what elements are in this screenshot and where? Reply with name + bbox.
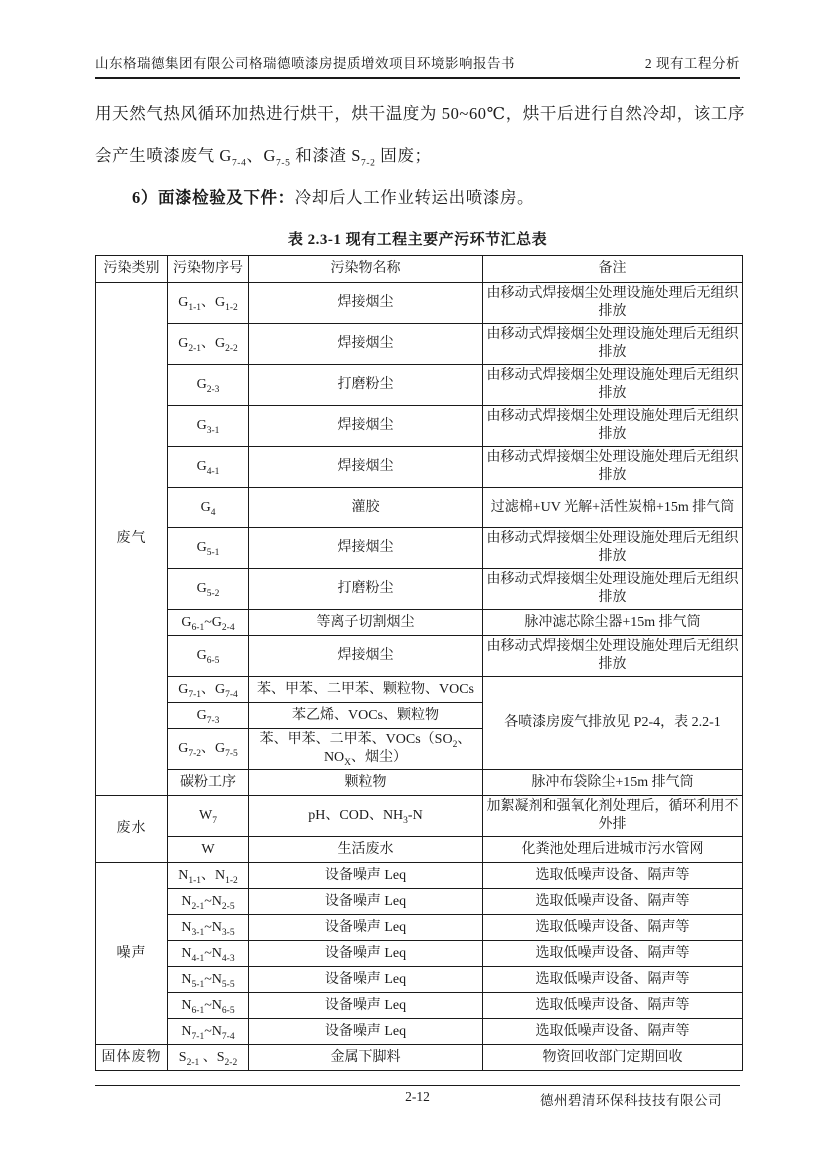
pollutant-id-cell: $G_{5-2}$	[168, 569, 249, 610]
table-row	[96, 1019, 743, 1045]
remark-cell: 过滤棉+UV 光解+活性炭棉+15m 排气筒	[483, 488, 743, 528]
category-cell: 噪声	[96, 863, 168, 1045]
pollutant-name-cell: 焊接烟尘	[249, 283, 483, 324]
table-header-row	[96, 256, 743, 283]
pollutant-name-cell: 焊接烟尘	[249, 447, 483, 488]
pollutant-name-cell: 焊接烟尘	[249, 406, 483, 447]
remark-cell: 选取低噪声设备、隔声等	[483, 967, 743, 993]
report-title: 山东格瑞德集团有限公司格瑞德喷漆房提质增效项目环境影响报告书	[95, 56, 515, 71]
table-row	[96, 610, 743, 636]
pollutant-id-cell: $G_{3-1}$	[168, 406, 249, 447]
remark-cell: 由移动式焊接烟尘处理设施处理后无组织排放	[483, 365, 743, 406]
pollutant-name-cell: 设备噪声 Leq	[249, 889, 483, 915]
table-row	[96, 283, 743, 324]
table-row	[96, 569, 743, 610]
pollutant-id-cell: $N_{1-1}$、$N_{1-2}$	[168, 863, 249, 889]
pollutant-name-cell: 打磨粉尘	[249, 365, 483, 406]
column-header-id: 污染物序号	[168, 256, 249, 283]
company-name: 德州碧清环保科技技有限公司	[540, 1093, 722, 1108]
paragraph-line: 会产生喷漆废气 $G_{7-4}$、$G_{7-5}$ 和漆渣 $S_{7-2}$ 固废；	[95, 146, 432, 169]
table-row	[96, 528, 743, 569]
pollution-table-body	[96, 283, 743, 1071]
page-header	[95, 0, 740, 79]
table-row	[96, 324, 743, 365]
category-cell: 废水	[96, 796, 168, 863]
page-footer	[95, 1085, 740, 1110]
pollutant-name-cell: 焊接烟尘	[249, 528, 483, 569]
pollution-summary-table	[95, 255, 743, 1071]
pollutant-id-cell: $G_{2-1}$、$G_{2-2}$	[168, 324, 249, 365]
pollutant-id-cell: $S_{2-1}$ 、$S_{2-2}$	[168, 1045, 249, 1071]
table-row	[96, 863, 743, 889]
pollutant-id-cell: W	[168, 837, 249, 863]
pollutant-name-cell: 金属下脚料	[249, 1045, 483, 1071]
table-header	[96, 256, 743, 283]
pollutant-id-cell: $W_7$	[168, 796, 249, 837]
pollutant-name-cell: pH、COD、$NH_3-N$	[249, 796, 483, 837]
table-row	[96, 770, 743, 796]
pollutant-name-cell: 设备噪声 Leq	[249, 941, 483, 967]
pollutant-id-cell: $G_4$	[168, 488, 249, 528]
pollutant-id-cell: $N_{3-1}\sim N_{3-5}$	[168, 915, 249, 941]
table-row	[96, 447, 743, 488]
remark-cell: 选取低噪声设备、隔声等	[483, 915, 743, 941]
page-number: 2-12	[405, 1089, 430, 1104]
chapter-label: 2 现有工程分析	[644, 56, 740, 71]
remark-cell: 脉冲滤芯除尘器+15m 排气筒	[483, 610, 743, 636]
pollutant-id-cell: $G_{2-3}$	[168, 365, 249, 406]
remark-cell: 脉冲布袋除尘+15m 排气筒	[483, 770, 743, 796]
pollutant-name-cell: 设备噪声 Leq	[249, 967, 483, 993]
remark-cell: 选取低噪声设备、隔声等	[483, 1019, 743, 1045]
category-cell: 固体废物	[96, 1045, 168, 1071]
table-row	[96, 406, 743, 447]
remark-cell: 由移动式焊接烟尘处理设施处理后无组织排放	[483, 406, 743, 447]
remark-cell: 由移动式焊接烟尘处理设施处理后无组织排放	[483, 636, 743, 677]
column-header-name: 污染物名称	[249, 256, 483, 283]
remark-cell: 由移动式焊接烟尘处理设施处理后无组织排放	[483, 528, 743, 569]
table-row	[96, 796, 743, 837]
pollutant-name-cell: 生活废水	[249, 837, 483, 863]
remark-cell: 选取低噪声设备、隔声等	[483, 863, 743, 889]
remark-cell: 由移动式焊接烟尘处理设施处理后无组织排放	[483, 283, 743, 324]
body-paragraph	[95, 93, 746, 177]
table-row	[96, 993, 743, 1019]
pollutant-name-cell: 打磨粉尘	[249, 569, 483, 610]
pollutant-id-cell: $G_{7-2}$、$G_{7-5}$	[168, 729, 249, 770]
pollutant-name-cell: 苯、甲苯、二甲苯、颗粒物、VOCs	[249, 677, 483, 703]
table-row	[96, 488, 743, 528]
pollutant-name-cell: 灌胶	[249, 488, 483, 528]
pollutant-name-cell: 设备噪声 Leq	[249, 993, 483, 1019]
pollutant-name-cell: 苯、甲苯、二甲苯、$VOCs(SO_2$、$NO_X$、烟尘）	[249, 729, 483, 770]
pollutant-id-cell: $G_{7-1}$、$G_{7-4}$	[168, 677, 249, 703]
table-row	[96, 837, 743, 863]
remark-cell: 选取低噪声设备、隔声等	[483, 993, 743, 1019]
table-row	[96, 677, 743, 703]
table-row	[96, 967, 743, 993]
remark-cell: 物资回收部门定期回收	[483, 1045, 743, 1071]
pollutant-name-cell: 颗粒物	[249, 770, 483, 796]
pollutant-id-cell: $N_{2-1}\sim N_{2-5}$	[168, 889, 249, 915]
remark-cell: 各喷漆房废气排放见 P2-4，表 2.2-1	[483, 677, 743, 770]
remark-cell: 化粪池处理后进城市污水管网	[483, 837, 743, 863]
pollutant-id-cell: $G_{6-1}\sim G_{2-4}$	[168, 610, 249, 636]
pollutant-id-cell: $G_{1-1}$、$G_{1-2}$	[168, 283, 249, 324]
paragraph-line: 用天然气热风循环加热进行烘干，烘干温度为 50~60℃，烘干后进行自然冷却，该工序	[95, 104, 746, 123]
pollutant-id-cell: $G_{6-5}$	[168, 636, 249, 677]
pollutant-name-cell: 焊接烟尘	[249, 636, 483, 677]
remark-cell: 选取低噪声设备、隔声等	[483, 889, 743, 915]
table-row	[96, 1045, 743, 1071]
list-item-6	[95, 177, 740, 219]
table-row	[96, 636, 743, 677]
column-header-category: 污染类别	[96, 256, 168, 283]
table-row	[96, 365, 743, 406]
pollutant-id-cell: $G_{4-1}$	[168, 447, 249, 488]
pollutant-id-cell: $G_{7-3}$	[168, 703, 249, 729]
remark-cell: 由移动式焊接烟尘处理设施处理后无组织排放	[483, 447, 743, 488]
column-header-remark: 备注	[483, 256, 743, 283]
pollutant-name-cell: 焊接烟尘	[249, 324, 483, 365]
pollutant-name-cell: 设备噪声 Leq	[249, 1019, 483, 1045]
table-row	[96, 915, 743, 941]
pollutant-name-cell: 等离子切割烟尘	[249, 610, 483, 636]
pollutant-name-cell: 设备噪声 Leq	[249, 915, 483, 941]
pollutant-id-cell: $N_{5-1}\sim N_{5-5}$	[168, 967, 249, 993]
remark-cell: 选取低噪声设备、隔声等	[483, 941, 743, 967]
remark-cell: 由移动式焊接烟尘处理设施处理后无组织排放	[483, 324, 743, 365]
table-title: 表 2.3-1 现有工程主要产污环节汇总表	[287, 232, 548, 248]
pollutant-name-cell: 苯乙烯、VOCs、颗粒物	[249, 703, 483, 729]
table-row	[96, 889, 743, 915]
pollutant-id-cell: $N_{7-1}\sim N_{7-4}$	[168, 1019, 249, 1045]
pollutant-id-cell: 碳粉工序	[168, 770, 249, 796]
pollutant-name-cell: 设备噪声 Leq	[249, 863, 483, 889]
pollutant-id-cell: $N_{4-1}\sim N_{4-3}$	[168, 941, 249, 967]
remark-cell: 由移动式焊接烟尘处理设施处理后无组织排放	[483, 569, 743, 610]
list-item-label: 6）面漆检验及下件：	[132, 188, 295, 207]
category-cell: 废气	[96, 283, 168, 796]
table-row	[96, 941, 743, 967]
list-item-text: 冷却后人工作业转运出喷漆房。	[294, 188, 535, 207]
pollutant-id-cell: $N_{6-1}\sim N_{6-5}$	[168, 993, 249, 1019]
remark-cell: 加絮凝剂和强氧化剂处理后，循环利用不外排	[483, 796, 743, 837]
pollutant-id-cell: $G_{5-1}$	[168, 528, 249, 569]
